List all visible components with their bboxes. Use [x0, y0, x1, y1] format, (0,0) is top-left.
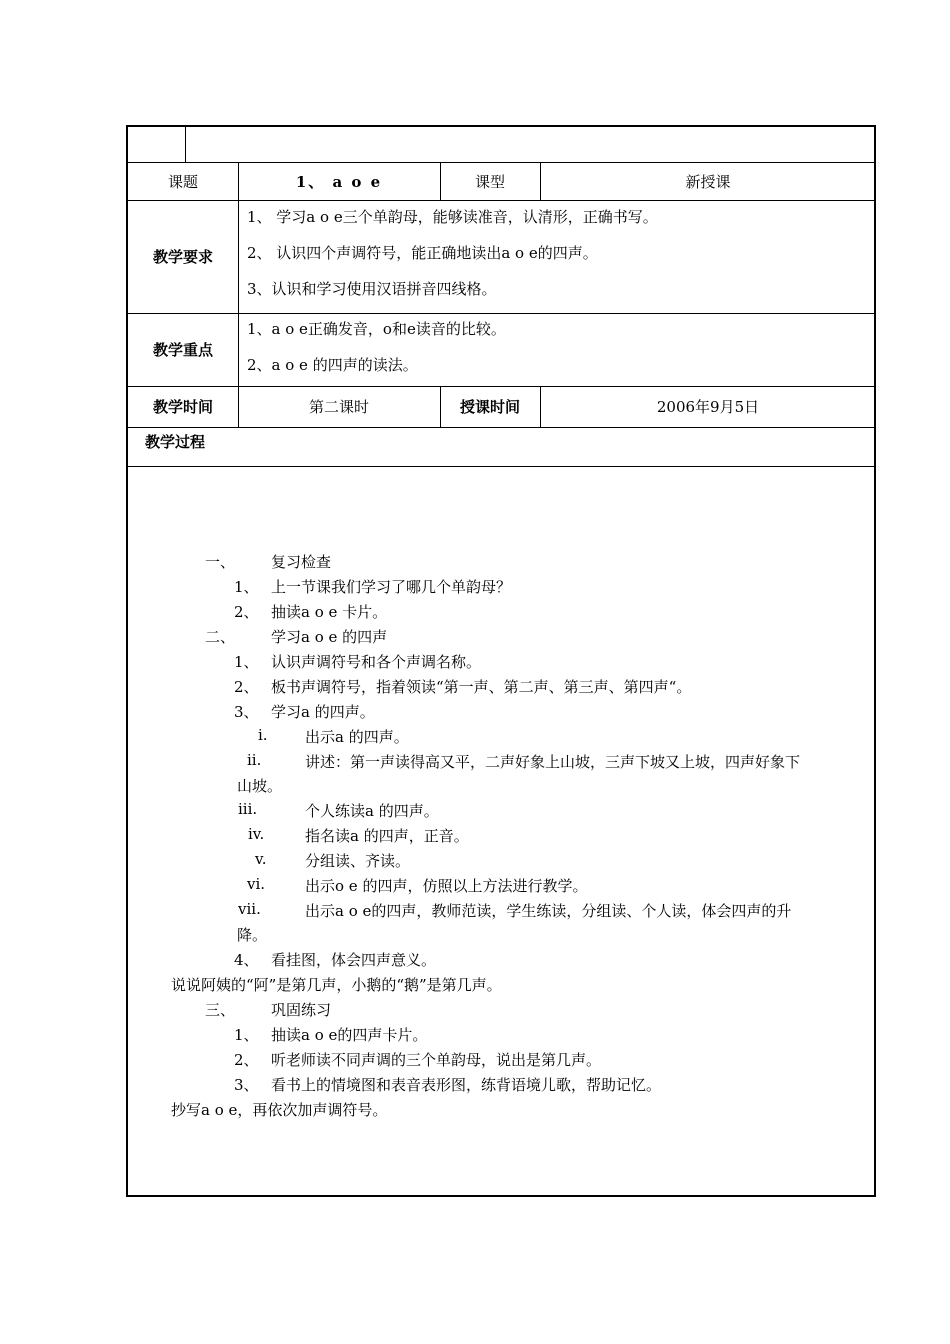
- item-text: 上一节课我们学习了哪几个单韵母？: [271, 578, 512, 596]
- item-text: 看书上的情境图和表音表形图，练背语境儿歌，帮助记忆。: [271, 1076, 662, 1094]
- subitem-text: 讲述：第一声读得高又平，二声好象上山坡，三声下坡又上坡，四声好象下: [305, 753, 801, 771]
- topic-value: 1、 a o e: [295, 172, 383, 191]
- section-title: 复习检查: [271, 553, 332, 571]
- item-number: 1、: [234, 1026, 259, 1044]
- subitem-text: 个人练读a 的四声。: [305, 802, 439, 820]
- note-text: 说说阿姨的“阿”是第几声，小鹅的“鹅”是第几声。: [171, 976, 502, 994]
- date-label: 授课时间: [459, 398, 520, 416]
- subitem-number: ii.: [247, 751, 262, 769]
- type-value: 新授课: [685, 172, 731, 191]
- time-value: 第二课时: [308, 398, 369, 416]
- closing-text: 抄写a o e，再依次加声调符号。: [171, 1101, 388, 1119]
- subitem-text: 分组读、齐读。: [305, 852, 411, 870]
- subitem-number: iv.: [248, 825, 265, 843]
- requirement-item: 3、认识和学习使用汉语拼音四线格。: [247, 280, 497, 298]
- process-label: 教学过程: [145, 433, 206, 451]
- subitem-text: 指名读a 的四声，正音。: [305, 827, 469, 845]
- requirement-item: 2、 认识四个声调符号，能正确地读出a o e的四声。: [247, 244, 598, 262]
- focus-item: 2、a o e 的四声的读法。: [247, 356, 418, 374]
- time-label: 教学时间: [152, 398, 213, 416]
- requirements-label: 教学要求: [152, 248, 213, 266]
- item-number: 4、: [234, 951, 259, 969]
- item-number: 1、: [234, 578, 259, 596]
- item-number: 2、: [234, 678, 259, 696]
- subitem-text: 出示a 的四声。: [305, 728, 409, 746]
- item-text: 板书声调符号，指着领读“第一声、第二声、第三声、第四声“。: [271, 678, 692, 696]
- item-text: 抽读a o e的四声卡片。: [271, 1026, 428, 1044]
- item-number: 3、: [234, 703, 259, 721]
- item-text: 认识声调符号和各个声调名称。: [271, 653, 482, 671]
- item-number: 1、: [234, 653, 259, 671]
- row-divider: [128, 313, 874, 314]
- item-text: 抽读a o e 卡片。: [271, 603, 388, 621]
- item-text: 看挂图，体会四声意义。: [271, 951, 437, 969]
- subitem-continuation: 降。: [237, 926, 268, 944]
- row-divider: [128, 427, 874, 428]
- type-label: 课型: [474, 172, 505, 191]
- subitem-number: i.: [258, 726, 268, 744]
- subitem-text: 出示a o e的四声，教师范读，学生练读，分组读、个人读，体会四声的升: [305, 902, 792, 920]
- focus-label: 教学重点: [152, 341, 213, 359]
- requirement-item: 1、 学习a o e三个单韵母，能够读准音，认清形，正确书写。: [247, 208, 658, 226]
- subitem-number: vi.: [247, 875, 266, 893]
- topic-label: 课题: [167, 172, 198, 191]
- section-title: 巩固练习: [271, 1001, 332, 1019]
- row-divider: [128, 200, 874, 201]
- col-divider: [185, 127, 186, 162]
- focus-item: 1、a o e正确发音，o和e读音的比较。: [247, 320, 506, 338]
- subitem-text: 出示o e 的四声，仿照以上方法进行教学。: [305, 877, 588, 895]
- section-number: 一、: [205, 553, 236, 571]
- subitem-continuation: 山坡。: [237, 777, 283, 795]
- subitem-number: iii.: [238, 800, 258, 818]
- item-number: 2、: [234, 603, 259, 621]
- section-number: 三、: [205, 1001, 236, 1019]
- item-text: 学习a 的四声。: [271, 703, 375, 721]
- subitem-number: vii.: [238, 900, 261, 918]
- subitem-number: v.: [255, 850, 267, 868]
- lesson-plan-table: [126, 125, 876, 1197]
- section-title: 学习a o e 的四声: [271, 628, 388, 646]
- item-text: 听老师读不同声调的三个单韵母，说出是第几声。: [271, 1051, 602, 1069]
- item-number: 3、: [234, 1076, 259, 1094]
- date-value: 2006年9月5日: [656, 398, 760, 416]
- row-divider: [128, 466, 874, 467]
- item-number: 2、: [234, 1051, 259, 1069]
- section-number: 二、: [205, 628, 236, 646]
